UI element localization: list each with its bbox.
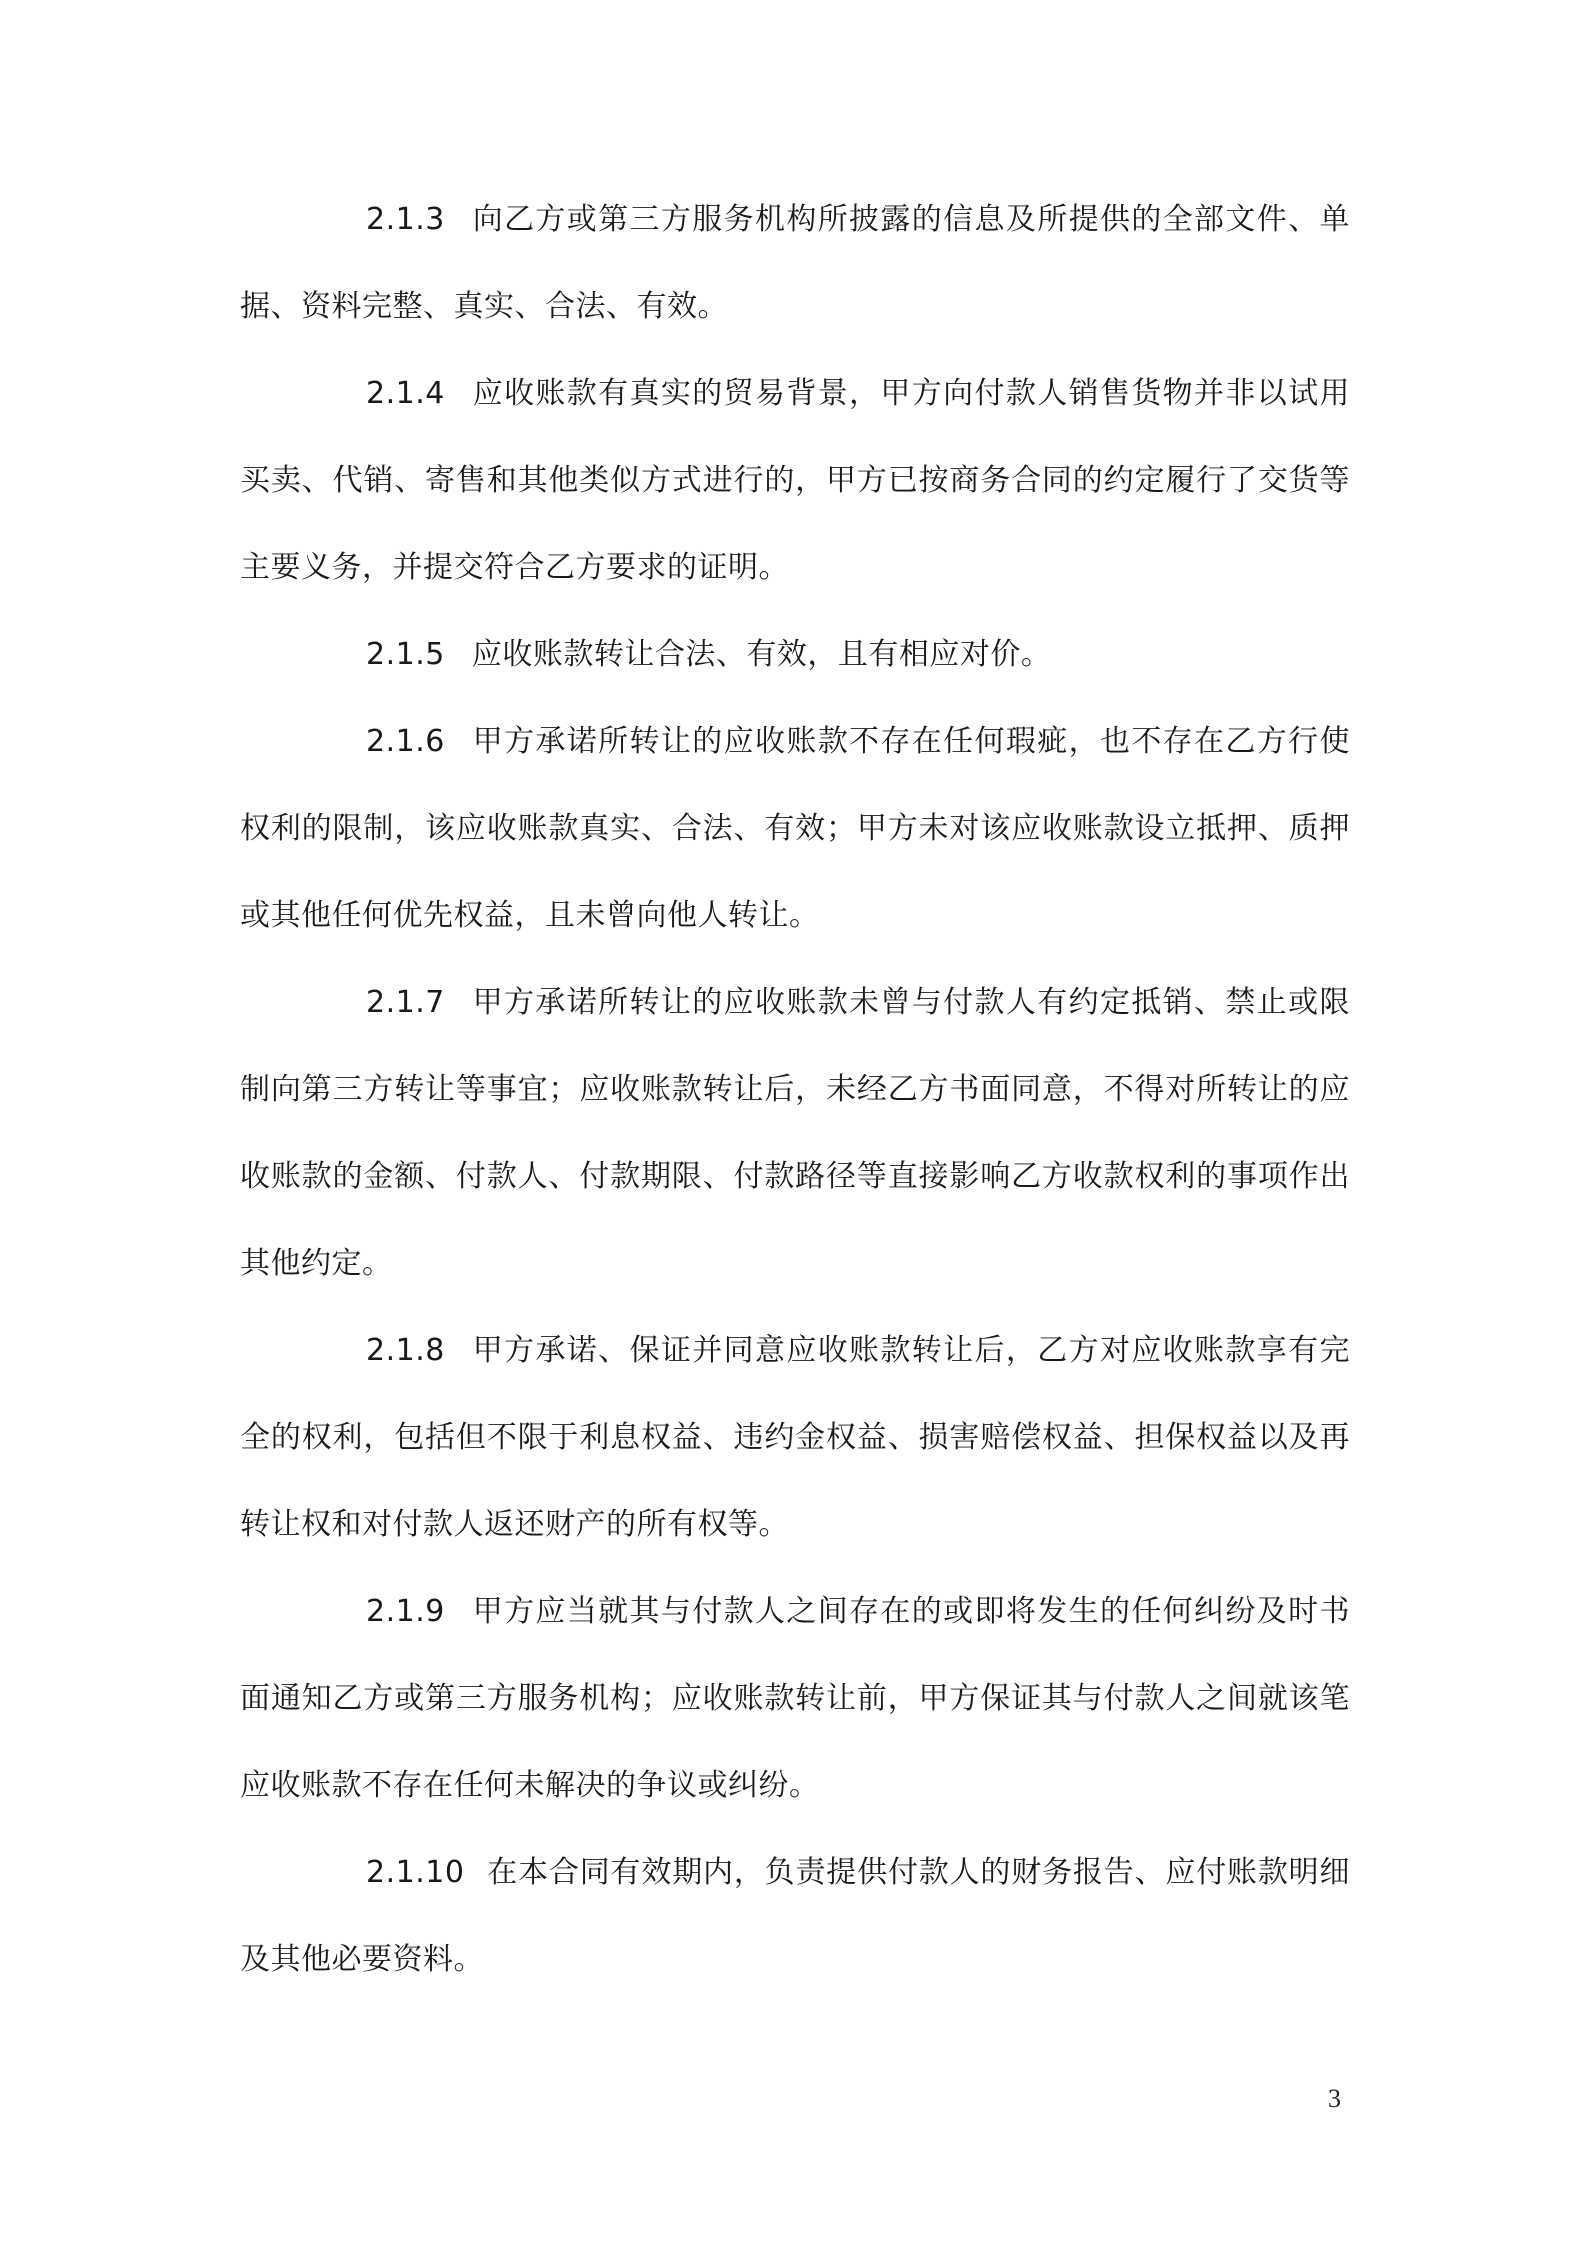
clause-2-1-3 (240, 176, 1350, 350)
clause-text: 甲方承诺所转让的应收账款未曾与付款人有约定抵销、禁止或限制向第三方转让等事宜；应收账款转让后，未经乙方书面同意，不得对所转让的应收账款的金额、付款人、付款期限、付款路径等直接影响乙方收款权利的事项作出其他约定。 (240, 985, 1350, 1281)
clause-number: 2.1.10 (366, 1855, 465, 1890)
clause-text: 向乙方或第三方服务机构所披露的信息及所提供的全部文件、单据、资料完整、真实、合法、有效。 (240, 202, 1350, 324)
clause-2-1-6 (240, 698, 1350, 959)
clause-text: 甲方应当就其与付款人之间存在的或即将发生的任何纠纷及时书面通知乙方或第三方服务机构；应收账款转让前，甲方保证其与付款人之间就该笔应收账款不存在任何未解决的争议或纠纷。 (240, 1594, 1350, 1803)
clause-number: 2.1.6 (366, 724, 445, 759)
clause-number: 2.1.9 (366, 1594, 445, 1629)
page-number: 3 (1328, 2084, 1341, 2113)
clause-2-1-10 (240, 1829, 1350, 2003)
clause-text: 在本合同有效期内，负责提供付款人的财务报告、应付账款明细及其他必要资料。 (240, 1855, 1350, 1977)
clause-number: 2.1.8 (366, 1333, 445, 1368)
clause-number: 2.1.7 (366, 985, 445, 1020)
clause-text: 应收账款有真实的贸易背景，甲方向付款人销售货物并非以试用买卖、代销、寄售和其他类似方式进行的，甲方已按商务合同的约定履行了交货等主要义务，并提交符合乙方要求的证明。 (240, 376, 1350, 585)
clause-2-1-9 (240, 1568, 1350, 1829)
clause-2-1-4 (240, 350, 1350, 611)
clause-list (240, 176, 1350, 2003)
clause-text: 应收账款转让合法、有效，且有相应对价。 (471, 637, 1052, 672)
clause-2-1-5 (240, 611, 1350, 698)
clause-number: 2.1.3 (366, 202, 445, 237)
clause-text: 甲方承诺、保证并同意应收账款转让后，乙方对应收账款享有完全的权利，包括但不限于利息权益、违约金权益、损害赔偿权益、担保权益以及再转让权和对付款人返还财产的所有权等。 (240, 1333, 1350, 1542)
clause-number: 2.1.5 (366, 637, 445, 672)
clause-number: 2.1.4 (366, 376, 445, 411)
clause-2-1-8 (240, 1307, 1350, 1568)
clause-text: 甲方承诺所转让的应收账款不存在任何瑕疵，也不存在乙方行使权利的限制，该应收账款真实、合法、有效；甲方未对该应收账款设立抵押、质押或其他任何优先权益，且未曾向他人转让。 (240, 724, 1350, 933)
clause-2-1-7 (240, 959, 1350, 1307)
